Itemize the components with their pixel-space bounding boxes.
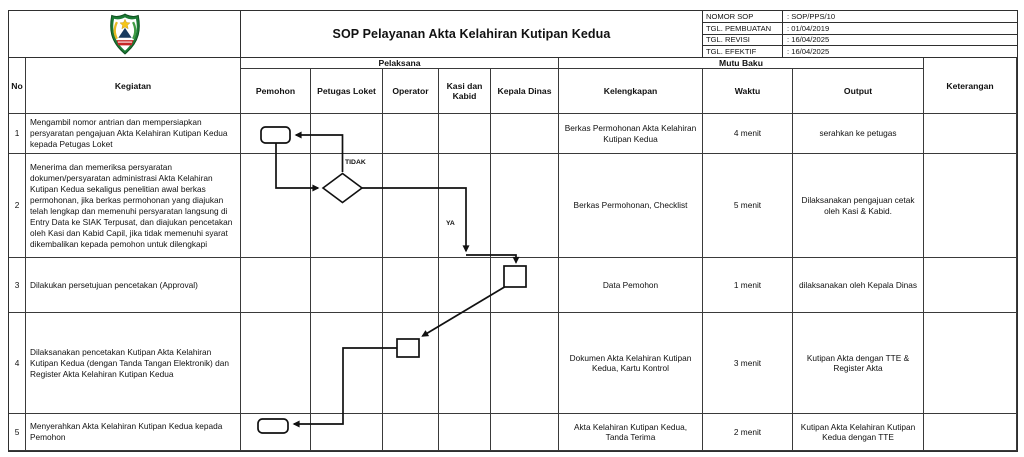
col-header-pemohon: Pemohon (241, 69, 311, 114)
title-cell (241, 11, 703, 57)
row-2-flow-cell-pemohon (241, 154, 311, 258)
row-3-kelengkapan: Data Pemohon (559, 258, 703, 313)
row-2-output: Dilaksanakan pengajuan cetak oleh Kasi & Kabid. (793, 154, 924, 258)
row-1-keterangan (924, 114, 1017, 154)
group-header-pelaksana: Pelaksana (241, 58, 559, 69)
row-4-flow-cell-kasi-dan-kabid (439, 313, 491, 414)
row-4-flow-cell-petugas-loket (311, 313, 383, 414)
row-4-output: Kutipan Akta dengan TTE & Register Akta (793, 313, 924, 414)
row-1-flow-cell-pemohon (241, 114, 311, 154)
info-row-nomor-sop (703, 11, 1017, 23)
row-5-waktu: 2 menit (703, 414, 793, 451)
row-5-no: 5 (9, 414, 26, 451)
info-row-tgl-efektif (703, 46, 1017, 57)
info-value: : SOP/PPS/10 (787, 11, 836, 21)
flow-label-tidak: TIDAK (345, 159, 366, 166)
row-2-waktu: 5 menit (703, 154, 793, 258)
row-1-kegiatan: Mengambil nomor antrian dan mempersiapkan persyaratan pengajuan Akta Kelahiran Kutipan Kedua kepada Petugas Loket (26, 114, 241, 154)
col-header-petugas-loket: Petugas Loket (311, 69, 383, 114)
row-2-kegiatan: Menerima dan memeriksa persyaratan dokumen/persyaratan administrasi Akta Kelahiran Kutipan Kedua sekaligus penelitian awal berkas permohonan, jika berkas permohonan yang diajukan telah lengkap dan memenuhi persyaratan langsung di Entry Data ke SIAK Terpusat, dan diajukan pencetakan oleh Kasi dan Kabid Capil, jika tidak memenuhi syarat dikembalikan kepada pemohon untuk dilengkapi (26, 154, 241, 258)
info-row-tgl-pembuatan (703, 23, 1017, 35)
row-5-flow-cell-petugas-loket (311, 414, 383, 451)
row-4-no: 4 (9, 313, 26, 414)
group-header-mutu-baku: Mutu Baku (559, 58, 924, 69)
col-header-waktu: Waktu (703, 69, 793, 114)
row-2-kelengkapan: Berkas Permohonan, Checklist (559, 154, 703, 258)
row-1-no: 1 (9, 114, 26, 154)
row-4-flow-cell-operator (383, 313, 439, 414)
row-4-keterangan (924, 313, 1017, 414)
row-1-kelengkapan: Berkas Permohonan Akta Kelahiran Kutipan Kedua (559, 114, 703, 154)
row-3-waktu: 1 menit (703, 258, 793, 313)
col-header-kepala-dinas: Kepala Dinas (491, 69, 559, 114)
row-1-output: serahkan ke petugas (793, 114, 924, 154)
row-4-kelengkapan: Dokumen Akta Kelahiran Kutipan Kedua, Kartu Kontrol (559, 313, 703, 414)
row-3-flow-cell-pemohon (241, 258, 311, 313)
col-header-output: Output (793, 69, 924, 114)
row-1-flow-cell-kepala-dinas (491, 114, 559, 154)
info-value: : 16/04/2025 (787, 35, 830, 45)
col-header-kegiatan: Kegiatan (26, 58, 241, 114)
row-5-keterangan (924, 414, 1017, 451)
row-5-kegiatan: Menyerahkan Akta Kelahiran Kutipan Kedua kepada Pemohon (26, 414, 241, 451)
sop-sheet (8, 10, 1018, 452)
info-label: NOMOR SOP (703, 11, 783, 22)
row-3-flow-cell-kepala-dinas (491, 258, 559, 313)
row-3-flow-cell-operator (383, 258, 439, 313)
sop-info-box (703, 11, 1017, 57)
row-1-waktu: 4 menit (703, 114, 793, 154)
row-2-keterangan (924, 154, 1017, 258)
row-2-flow-cell-petugas-loket (311, 154, 383, 258)
col-header-kasi-dan-kabid: Kasi dan Kabid (439, 69, 491, 114)
row-2-flow-cell-kasi-dan-kabid (439, 154, 491, 258)
row-3-output: dilaksanakan oleh Kepala Dinas (793, 258, 924, 313)
flow-label-ya: YA (446, 220, 455, 227)
row-2-flow-cell-operator (383, 154, 439, 258)
row-2-flow-cell-kepala-dinas (491, 154, 559, 258)
info-label: TGL. REVISI (703, 35, 783, 46)
col-header-no: No (9, 58, 26, 114)
row-4-flow-cell-pemohon (241, 313, 311, 414)
row-1-flow-cell-operator (383, 114, 439, 154)
col-header-kelengkapan: Kelengkapan (559, 69, 703, 114)
col-header-keterangan: Keterangan (924, 58, 1017, 114)
col-header-operator: Operator (383, 69, 439, 114)
info-value: : 01/04/2019 (787, 23, 830, 33)
info-value: : 16/04/2025 (787, 47, 830, 57)
row-3-keterangan (924, 258, 1017, 313)
regency-emblem-logo (106, 13, 144, 55)
row-4-flow-cell-kepala-dinas (491, 313, 559, 414)
row-4-kegiatan: Dilaksanakan pencetakan Kutipan Akta Kelahiran Kutipan Kedua (dengan Tanda Tangan Elektronik) dan Register Akta Kelahiran Kutipan Kedua (26, 313, 241, 414)
row-5-flow-cell-operator (383, 414, 439, 451)
row-5-flow-cell-kasi-dan-kabid (439, 414, 491, 451)
row-5-flow-cell-kepala-dinas (491, 414, 559, 451)
info-row-tgl-revisi (703, 35, 1017, 47)
row-5-output: Kutipan Akta Kelahiran Kutipan Kedua dengan TTE (793, 414, 924, 451)
sop-table (9, 58, 1017, 451)
row-3-flow-cell-kasi-dan-kabid (439, 258, 491, 313)
row-3-flow-cell-petugas-loket (311, 258, 383, 313)
row-1-flow-cell-petugas-loket (311, 114, 383, 154)
row-4-waktu: 3 menit (703, 313, 793, 414)
row-1-flow-cell-kasi-dan-kabid (439, 114, 491, 154)
document-title: SOP Pelayanan Akta Kelahiran Kutipan Kedua (332, 27, 611, 41)
row-5-flow-cell-pemohon (241, 414, 311, 451)
row-3-no: 3 (9, 258, 26, 313)
info-label: TGL. EFEKTIF (703, 46, 783, 57)
document-header (9, 11, 1017, 58)
logo-cell (9, 11, 241, 57)
row-2-no: 2 (9, 154, 26, 258)
row-3-kegiatan: Dilakukan persetujuan pencetakan (Approval) (26, 258, 241, 313)
info-label: TGL. PEMBUATAN (703, 23, 783, 34)
row-5-kelengkapan: Akta Kelahiran Kutipan Kedua, Tanda Terima (559, 414, 703, 451)
